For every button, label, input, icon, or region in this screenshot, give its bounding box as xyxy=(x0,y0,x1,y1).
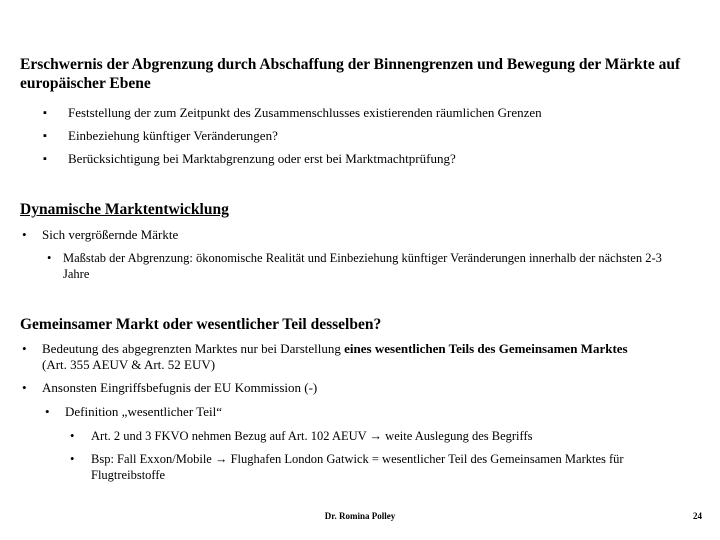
bullet-icon: ▪ xyxy=(43,153,47,165)
bullet-icon: ▪ xyxy=(43,107,47,119)
sub-sub-list-item: Art. 2 und 3 FKVO nehmen Bezug auf Art. 102 AEUV → weite Auslegung des Begriffs xyxy=(91,429,533,443)
list-item: Bedeutung des abgegrenzten Marktes nur bei Darstellung eines wesentlichen Teils des Gemeinsamen Marktes (Art. 355 AEUV & Art. 52 EUV) xyxy=(42,341,628,372)
section-title-abgrenzung: Erschwernis der Abgrenzung durch Abschaffung der Binnengrenzen und Bewegung der Märkte auf europäischer Ebene xyxy=(20,56,681,92)
bullet-icon: • xyxy=(45,404,50,419)
bullet-icon: • xyxy=(22,227,27,242)
bullet-icon: • xyxy=(47,251,52,265)
section-title-dynamik: Dynamische Marktentwicklung xyxy=(20,201,229,218)
sub-list-item: Definition „wesentlicher Teil“ xyxy=(65,404,222,419)
footer-author: Dr. Romina Polley xyxy=(324,511,396,521)
list-item: Feststellung der zum Zeitpunkt des Zusammenschlusses existierenden räumlichen Grenzen xyxy=(68,105,542,120)
bullet-icon: • xyxy=(70,429,75,443)
list-item: Ansonsten Eingriffsbefugnis der EU Kommission (-) xyxy=(42,380,318,395)
section-title-gemeinsamer-markt: Gemeinsamer Markt oder wesentlicher Teil desselben? xyxy=(20,316,382,333)
bullet-icon: ▪ xyxy=(43,130,47,142)
sub-sub-list-item: Bsp: Fall Exxon/Mobile → Flughafen London Gatwick = wesentlicher Teil des Gemeinsamen Marktes für Flugtreibstoffe xyxy=(91,452,624,482)
bullet-icon: • xyxy=(70,452,75,466)
sub-list-item: Maßstab der Abgrenzung: ökonomische Realität und Einbeziehung künftiger Veränderungen innerhalb der nächsten 2-3 Jahre xyxy=(63,251,662,281)
list-item: Einbeziehung künftiger Veränderungen? xyxy=(68,128,278,143)
page-number: 24 xyxy=(693,511,702,521)
bullet-icon: • xyxy=(22,380,27,395)
list-item: Berücksichtigung bei Marktabgrenzung oder erst bei Marktmachtprüfung? xyxy=(68,151,456,166)
bullet-icon: • xyxy=(22,341,27,356)
list-item: Sich vergrößernde Märkte xyxy=(42,227,179,242)
